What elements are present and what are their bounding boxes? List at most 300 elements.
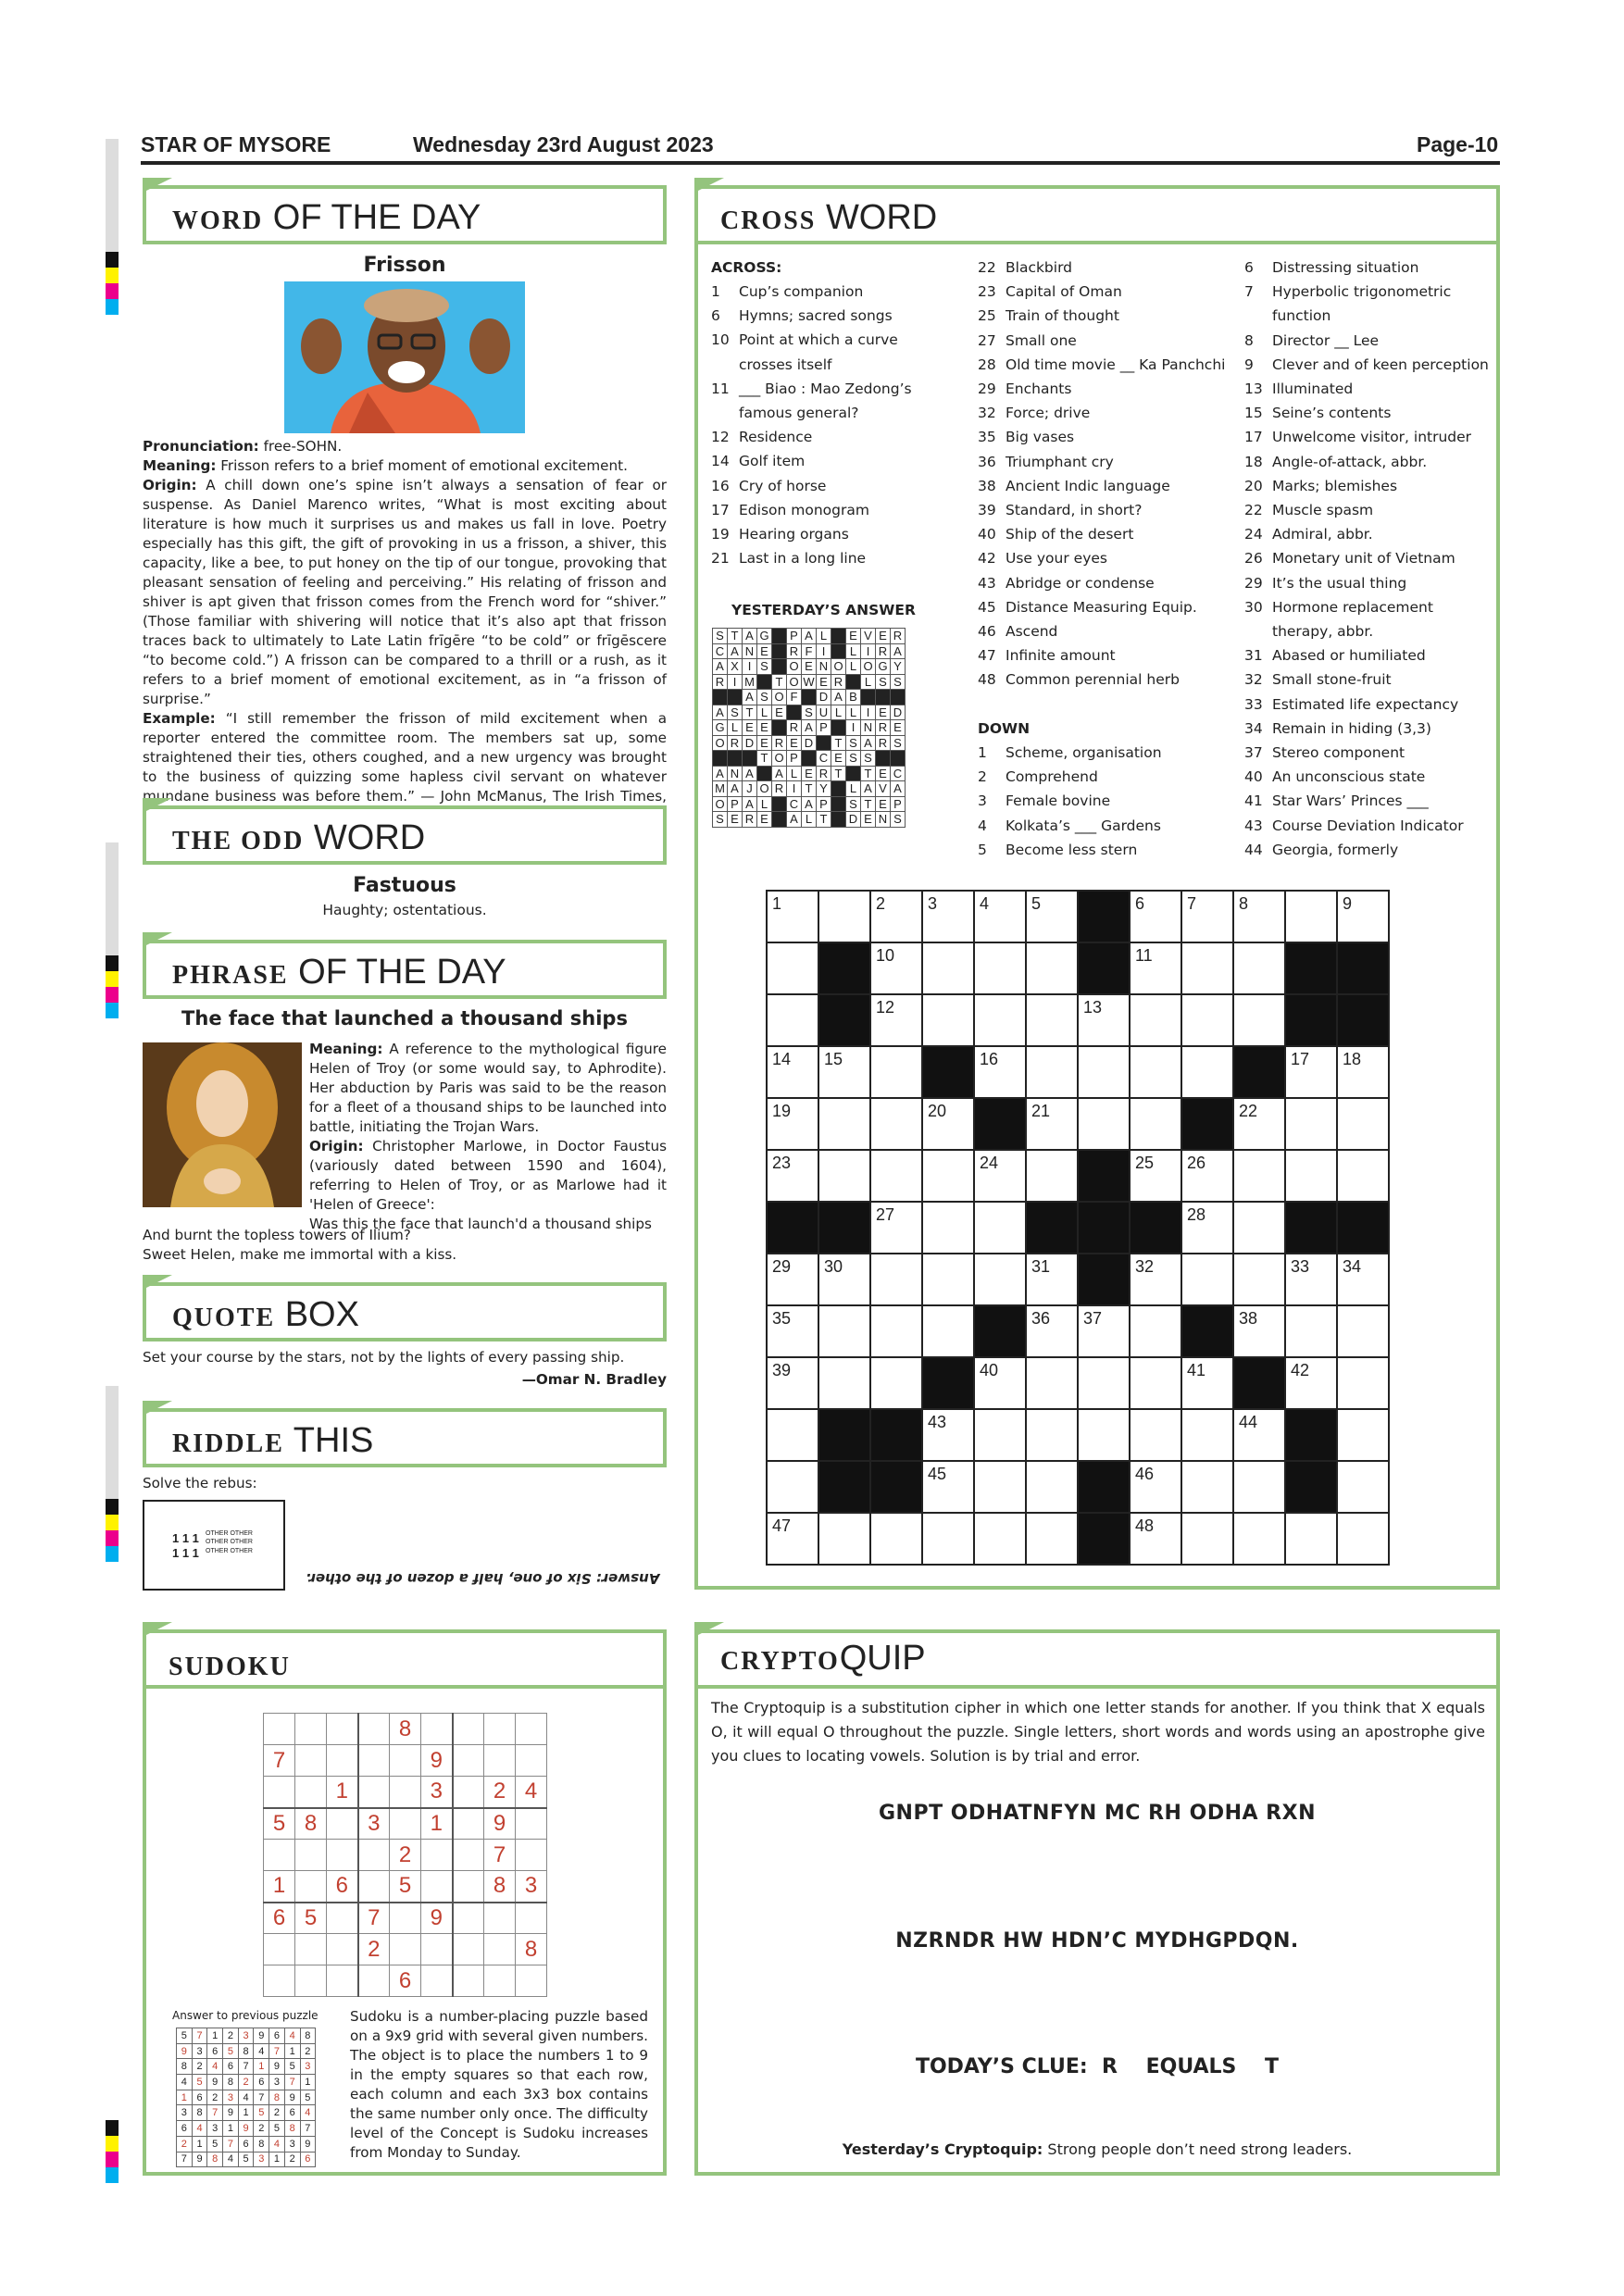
sudoku-cell[interactable] (484, 1965, 516, 1997)
sudoku-cell[interactable] (327, 1808, 358, 1840)
crossword-cell[interactable]: 25 (1130, 1150, 1181, 1202)
crossword-cell[interactable] (974, 1202, 1026, 1254)
clue-text: Georgia, formerly (1272, 841, 1399, 858)
crossword-cell[interactable] (1285, 1150, 1337, 1202)
crossword-cell[interactable]: 33 (1285, 1254, 1337, 1305)
sudoku-answer-cell: 7 (300, 2121, 316, 2137)
crossword-cell[interactable] (870, 1098, 922, 1150)
crossword-cell[interactable] (1130, 1046, 1181, 1098)
sudoku-cell[interactable] (358, 1745, 390, 1777)
phrase-poem: And burnt the topless towers of Ilium? Sweet Helen, make me immortal with a kiss. (143, 1227, 457, 1263)
sudoku-cell[interactable] (453, 1808, 484, 1840)
crossword-cell[interactable] (1233, 1202, 1285, 1254)
clue-item (1244, 668, 1489, 692)
clue-item (711, 328, 912, 352)
answer-cell: S (891, 735, 906, 751)
crossword-cell[interactable]: 26 (1181, 1150, 1233, 1202)
sudoku-cell[interactable] (264, 1840, 295, 1871)
crossword-cell[interactable] (818, 1098, 870, 1150)
sudoku-cell[interactable] (453, 1934, 484, 1965)
clue-text: Old time movie __ Ka Panchchi (1006, 356, 1226, 373)
sudoku-cell[interactable] (327, 1745, 358, 1777)
clue-item (1244, 765, 1489, 789)
crossword-cell[interactable] (922, 942, 974, 994)
clue-text: Distressing situation (1272, 259, 1419, 276)
answer-cell: A (891, 781, 906, 797)
sudoku-cell: 8 (484, 1871, 516, 1903)
crossword-cell[interactable] (1026, 942, 1078, 994)
clue-number: 21 (711, 550, 730, 568)
black-square (831, 812, 846, 828)
crossword-cell[interactable] (870, 1150, 922, 1202)
crossword-cell[interactable] (870, 1305, 922, 1357)
answer-cell: L (787, 766, 802, 781)
crossword-cell[interactable]: 43 (922, 1409, 974, 1461)
clue-number: 29 (978, 381, 996, 398)
crossword-cell[interactable]: 15 (818, 1046, 870, 1098)
yesterday-answer-grid (712, 628, 906, 828)
clue-number: 40 (978, 526, 996, 543)
down-label: DOWN (978, 720, 1031, 737)
crossword-cell[interactable] (767, 1409, 818, 1461)
sudoku-cell[interactable] (327, 1840, 358, 1871)
clue-text: Estimated life expectancy (1272, 695, 1459, 713)
crossword-cell[interactable] (1181, 1513, 1233, 1565)
crossword-cell[interactable] (818, 1357, 870, 1409)
sudoku-answer-cell: 2 (269, 2105, 285, 2121)
down-clues-col3 (1244, 256, 1489, 862)
sudoku-cell[interactable] (421, 1840, 453, 1871)
crossword-cell[interactable] (1337, 1357, 1389, 1409)
sudoku-cell[interactable] (453, 1777, 484, 1808)
sudoku-cell[interactable] (516, 1808, 547, 1840)
crossword-cell[interactable] (922, 994, 974, 1046)
answer-cell: O (861, 659, 876, 675)
sudoku-cell[interactable] (327, 1903, 358, 1934)
crossword-cell[interactable]: 37 (1078, 1305, 1130, 1357)
crossword-cell[interactable] (1078, 1409, 1130, 1461)
crossword-cell[interactable]: 41 (1181, 1357, 1233, 1409)
black-square (772, 659, 787, 675)
crossword-cell[interactable] (922, 1305, 974, 1357)
sudoku-cell[interactable] (516, 1903, 547, 1934)
crossword-cell[interactable]: 45 (922, 1461, 974, 1513)
clue-text: Admiral, abbr. (1272, 526, 1373, 543)
clue-number: 14 (711, 453, 730, 470)
answer-cell: T (743, 705, 757, 720)
crossword-cell[interactable]: 28 (1181, 1202, 1233, 1254)
sudoku-cell[interactable] (327, 1934, 358, 1965)
sudoku-cell[interactable] (484, 1745, 516, 1777)
crossword-cell[interactable]: 19 (767, 1098, 818, 1150)
sudoku-cell[interactable] (295, 1745, 327, 1777)
clue-item (1244, 256, 1489, 280)
sudoku-cell[interactable] (421, 1965, 453, 1997)
clue-number: 37 (1244, 744, 1263, 762)
crossword-cell[interactable] (870, 1254, 922, 1305)
clue-item (1244, 522, 1489, 546)
black-square (846, 674, 861, 690)
crossword-cell[interactable] (922, 1254, 974, 1305)
crossword-cell[interactable]: 1 (767, 891, 818, 942)
crossword-cell[interactable]: 20 (922, 1098, 974, 1150)
sudoku-cell[interactable] (453, 1903, 484, 1934)
crossword-cell[interactable] (1233, 1513, 1285, 1565)
crossword-cell[interactable] (1233, 994, 1285, 1046)
sudoku-cell[interactable] (484, 1934, 516, 1965)
crossword-cell[interactable] (1233, 1461, 1285, 1513)
crossword-cell[interactable]: 16 (974, 1046, 1026, 1098)
crossword-cell[interactable]: 31 (1026, 1254, 1078, 1305)
black-square (772, 812, 787, 828)
sudoku-cell[interactable] (358, 1840, 390, 1871)
clue-text: Small stone-fruit (1272, 671, 1392, 689)
clue-item (978, 498, 1225, 522)
answer-cell: R (817, 766, 831, 781)
black-square (817, 735, 831, 751)
sudoku-answer-cell: 5 (284, 2059, 300, 2075)
sudoku-cell[interactable] (264, 1714, 295, 1745)
crossword-cell[interactable] (1130, 1409, 1181, 1461)
crossword-cell[interactable] (1337, 1305, 1389, 1357)
crossword-cell[interactable]: 11 (1130, 942, 1181, 994)
sudoku-cell[interactable] (421, 1871, 453, 1903)
newspaper-name: STAR OF MYSORE (141, 132, 331, 156)
crossword-cell[interactable]: 46 (1130, 1461, 1181, 1513)
answer-cell: S (713, 812, 728, 828)
answer-cell: O (713, 735, 728, 751)
sudoku-cell[interactable] (295, 1965, 327, 1997)
sudoku-cell[interactable] (453, 1714, 484, 1745)
crossword-cell[interactable] (1181, 994, 1233, 1046)
crossword-cell[interactable] (974, 1254, 1026, 1305)
black-square (728, 751, 743, 767)
crossword-cell[interactable]: 47 (767, 1513, 818, 1565)
quote-text: Set your course by the stars, not by the lights of every passing ship. (143, 1349, 625, 1366)
clue-item (1244, 329, 1489, 353)
crossword-cell[interactable] (870, 1513, 922, 1565)
clue-item (978, 789, 1162, 813)
odd-word-title: THE ODD WORD (172, 818, 426, 857)
crossword-cell[interactable] (1233, 1150, 1285, 1202)
crossword-cell[interactable] (1285, 1305, 1337, 1357)
crossword-cell[interactable] (974, 1409, 1026, 1461)
crossword-cell[interactable]: 24 (974, 1150, 1026, 1202)
sudoku-cell[interactable] (358, 1714, 390, 1745)
answer-cell: L (757, 705, 772, 720)
sudoku-cell[interactable] (453, 1871, 484, 1903)
crossword-cell[interactable] (1337, 1461, 1389, 1513)
crossword-cell[interactable] (1026, 1150, 1078, 1202)
crossword-cell[interactable]: 9 (1337, 891, 1389, 942)
crossword-cell[interactable] (1026, 1357, 1078, 1409)
crossword-cell[interactable] (922, 1202, 974, 1254)
sudoku-answer-cell: 3 (238, 2028, 254, 2044)
crossword-cell[interactable] (974, 994, 1026, 1046)
sudoku-cell: 2 (358, 1934, 390, 1965)
sudoku-cell[interactable] (484, 1903, 516, 1934)
clue-text: Star Wars’ Princes ___ (1272, 792, 1429, 810)
sudoku-cell[interactable] (358, 1965, 390, 1997)
crossword-cell[interactable] (1285, 1513, 1337, 1565)
clue-item (1244, 498, 1489, 522)
clue-text: Last in a long line (739, 550, 867, 568)
clue-number: 18 (1244, 453, 1263, 470)
crossword-cell[interactable] (767, 942, 818, 994)
crossword-cell[interactable]: 13 (1078, 994, 1130, 1046)
crossword-cell[interactable] (767, 994, 818, 1046)
sudoku-cell[interactable] (453, 1745, 484, 1777)
crossword-cell[interactable] (1181, 1461, 1233, 1513)
black-square (1078, 1513, 1130, 1565)
crossword-cell[interactable]: 23 (767, 1150, 818, 1202)
cryptoquip-description: The Cryptoquip is a substitution cipher in which one letter stands for another. If you think that X equals O, it will equal O throughout the puzzle. Single letters, short words and words using an apostrophe give you clues to locating vowels. Solution is by trial and error. (711, 1699, 1485, 1765)
crossword-cell[interactable]: 18 (1337, 1046, 1389, 1098)
black-square (772, 720, 787, 736)
crossword-cell[interactable] (1026, 1409, 1078, 1461)
sudoku-cell[interactable] (264, 1777, 295, 1808)
crossword-cell[interactable]: 39 (767, 1357, 818, 1409)
crossword-cell[interactable]: 3 (922, 891, 974, 942)
sudoku-cell[interactable] (358, 1871, 390, 1903)
sudoku-cell[interactable] (484, 1714, 516, 1745)
sudoku-prev-label: Answer to previous puzzle (172, 2009, 319, 2022)
answer-cell: I (743, 659, 757, 675)
black-square (772, 643, 787, 659)
crossword-cell[interactable] (818, 1150, 870, 1202)
sudoku-cell[interactable] (390, 1777, 421, 1808)
clue-item (711, 401, 912, 425)
sudoku-cell[interactable] (295, 1840, 327, 1871)
crossword-cell[interactable]: 44 (1233, 1409, 1285, 1461)
crossword-cell[interactable] (1181, 1046, 1233, 1098)
answer-cell: D (743, 735, 757, 751)
crossword-cell[interactable] (922, 1150, 974, 1202)
sudoku-cell[interactable] (390, 1808, 421, 1840)
crossword-cell[interactable] (1181, 1254, 1233, 1305)
crossword-cell[interactable] (922, 1513, 974, 1565)
sudoku-cell[interactable] (453, 1840, 484, 1871)
crossword-cell[interactable]: 22 (1233, 1098, 1285, 1150)
crossword-cell[interactable] (1181, 1409, 1233, 1461)
crossword-cell[interactable] (1130, 1357, 1181, 1409)
crossword-cell[interactable]: 40 (974, 1357, 1026, 1409)
crossword-cell[interactable] (870, 1046, 922, 1098)
across-label: ACROSS: (711, 259, 782, 276)
answer-cell: E (757, 812, 772, 828)
clue-text: An unconscious state (1272, 768, 1426, 786)
answer-cell: L (846, 643, 861, 659)
clue-text: Female bovine (1006, 792, 1111, 810)
sudoku-cell[interactable] (516, 1745, 547, 1777)
sudoku-cell[interactable] (453, 1965, 484, 1997)
sudoku-cell[interactable] (516, 1840, 547, 1871)
crossword-cell[interactable] (1130, 994, 1181, 1046)
crossword-cell[interactable] (1285, 891, 1337, 942)
sudoku-answer-cell: 2 (177, 2136, 193, 2152)
crossword-cell[interactable] (1130, 1305, 1181, 1357)
clue-text: crosses itself (739, 356, 832, 373)
answer-cell: D (802, 735, 817, 751)
crossword-cell[interactable]: 34 (1337, 1254, 1389, 1305)
clue-item (1244, 450, 1489, 474)
answer-cell: T (772, 674, 787, 690)
crossword-cell[interactable] (1233, 942, 1285, 994)
sudoku-answer-cell: 8 (177, 2059, 193, 2075)
clue-number: 42 (978, 550, 996, 568)
crossword-cell[interactable] (1078, 1098, 1130, 1150)
sudoku-answer-cell: 1 (269, 2152, 285, 2167)
crossword-cell[interactable]: 32 (1130, 1254, 1181, 1305)
tab-marker (143, 1401, 172, 1416)
crossword-cell[interactable]: 12 (870, 994, 922, 1046)
crossword-cell[interactable] (1026, 1046, 1078, 1098)
clue-item (1244, 643, 1489, 668)
crossword-cell[interactable] (974, 1513, 1026, 1565)
crossword-cell[interactable] (1078, 1046, 1130, 1098)
sudoku-cell[interactable] (295, 1714, 327, 1745)
crossword-cell[interactable] (1285, 1098, 1337, 1150)
crossword-cell[interactable]: 27 (870, 1202, 922, 1254)
clue-number: 31 (1244, 647, 1263, 665)
answer-cell: E (772, 705, 787, 720)
crossword-cell[interactable]: 10 (870, 942, 922, 994)
answer-cell: O (713, 796, 728, 812)
clue-number: 25 (978, 307, 996, 325)
clue-number: 28 (978, 356, 996, 373)
clue-number: 40 (1244, 768, 1263, 786)
clue-text: Ascend (1006, 623, 1058, 641)
clue-item (1244, 474, 1489, 498)
clue-text: Train of thought (1006, 307, 1119, 325)
sudoku-cell[interactable] (516, 1714, 547, 1745)
crossword-cell[interactable]: 5 (1026, 891, 1078, 942)
clue-text: Stereo component (1272, 744, 1405, 762)
sudoku-cell[interactable] (327, 1714, 358, 1745)
crossword-cell[interactable]: 2 (870, 891, 922, 942)
crossword-cell[interactable] (1337, 1150, 1389, 1202)
sudoku-cell[interactable] (390, 1745, 421, 1777)
answer-cell: E (846, 629, 861, 644)
sudoku-cell[interactable] (358, 1777, 390, 1808)
crossword-cell[interactable] (767, 1461, 818, 1513)
crossword-cell[interactable] (1181, 942, 1233, 994)
crossword-cell[interactable] (1130, 1098, 1181, 1150)
sudoku-cell: 1 (421, 1808, 453, 1840)
sudoku-cell[interactable] (390, 1903, 421, 1934)
answer-cell: L (846, 659, 861, 675)
sudoku-cell[interactable] (421, 1714, 453, 1745)
crossword-cell[interactable]: 7 (1181, 891, 1233, 942)
sudoku-answer-cell: 6 (284, 2105, 300, 2121)
crossword-cell[interactable] (1233, 1254, 1285, 1305)
crossword-cell[interactable] (1026, 1461, 1078, 1513)
crossword-cell[interactable] (818, 891, 870, 942)
crossword-cell[interactable] (1026, 1513, 1078, 1565)
sudoku-cell[interactable] (295, 1934, 327, 1965)
answer-cell: S (757, 659, 772, 675)
sudoku-cell[interactable] (264, 1934, 295, 1965)
sudoku-cell: 6 (327, 1871, 358, 1903)
sudoku-answer-cell: 9 (177, 2043, 193, 2059)
clue-number: 23 (978, 283, 996, 301)
crossword-cell[interactable]: 38 (1233, 1305, 1285, 1357)
answer-cell: A (831, 690, 846, 705)
sudoku-cell[interactable] (264, 1965, 295, 1997)
answer-cell: G (713, 720, 728, 736)
phrase-text: The face that launched a thousand ships (181, 1007, 628, 1029)
answer-cell: W (803, 674, 815, 689)
crossword-cell[interactable] (974, 1461, 1026, 1513)
sudoku-answer-cell: 9 (254, 2028, 269, 2044)
crossword-cell[interactable]: 42 (1285, 1357, 1337, 1409)
crossword-cell[interactable]: 6 (1130, 891, 1181, 942)
crossword-cell[interactable] (1337, 1513, 1389, 1565)
crossword-cell[interactable]: 17 (1285, 1046, 1337, 1098)
sudoku-answer-cell: 3 (300, 2059, 316, 2075)
answer-cell: M (743, 674, 757, 690)
black-square (1337, 942, 1389, 994)
answer-cell: L (757, 796, 772, 812)
sudoku-cell[interactable] (327, 1965, 358, 1997)
crossword-cell[interactable]: 29 (767, 1254, 818, 1305)
sudoku-answer-cell: 7 (269, 2043, 285, 2059)
crossword-cell[interactable] (1026, 994, 1078, 1046)
sudoku-cell[interactable] (295, 1777, 327, 1808)
crossword-cell[interactable] (818, 1305, 870, 1357)
crossword-cell[interactable]: 30 (818, 1254, 870, 1305)
crossword-cell[interactable]: 8 (1233, 891, 1285, 942)
clue-text: Abridge or condense (1006, 574, 1155, 592)
crossword-cell[interactable]: 48 (1130, 1513, 1181, 1565)
crossword-cell[interactable]: 4 (974, 891, 1026, 942)
crossword-cell[interactable] (1337, 1409, 1389, 1461)
sudoku-cell: 5 (390, 1871, 421, 1903)
sudoku-cell[interactable] (390, 1934, 421, 1965)
crossword-cell[interactable] (974, 942, 1026, 994)
yesterday-label: YESTERDAY’S ANSWER (731, 602, 916, 618)
crossword-cell[interactable]: 14 (767, 1046, 818, 1098)
answer-cell: R (876, 643, 891, 659)
clue-text: ___ Biao : Mao Zedong’s (739, 380, 912, 397)
crossword-cell[interactable] (818, 1513, 870, 1565)
crossword-cell[interactable] (1078, 1357, 1130, 1409)
crossword-cell[interactable] (1337, 1098, 1389, 1150)
sudoku-cell[interactable] (516, 1965, 547, 1997)
clue-text: Point at which a curve (739, 331, 898, 349)
sudoku-cell[interactable] (421, 1934, 453, 1965)
answer-cell: A (891, 643, 906, 659)
clue-number: 43 (978, 574, 996, 592)
crossword-cell[interactable]: 21 (1026, 1098, 1078, 1150)
black-square (870, 1409, 922, 1461)
answer-cell: A (802, 720, 817, 736)
answer-cell: R (713, 674, 728, 690)
answer-cell: C (787, 796, 802, 812)
crossword-cell[interactable]: 36 (1026, 1305, 1078, 1357)
answer-cell: T (728, 629, 743, 644)
answer-cell: A (787, 812, 802, 828)
answer-cell: L (846, 705, 861, 720)
clue-number: 1 (711, 283, 720, 300)
clue-number: 41 (1244, 792, 1263, 810)
sudoku-cell[interactable] (295, 1871, 327, 1903)
clue-item (1244, 595, 1489, 619)
crossword-cell[interactable]: 35 (767, 1305, 818, 1357)
sudoku-answer-cell: 2 (254, 2121, 269, 2137)
crossword-cell[interactable] (870, 1357, 922, 1409)
answer-cell: A (802, 796, 817, 812)
